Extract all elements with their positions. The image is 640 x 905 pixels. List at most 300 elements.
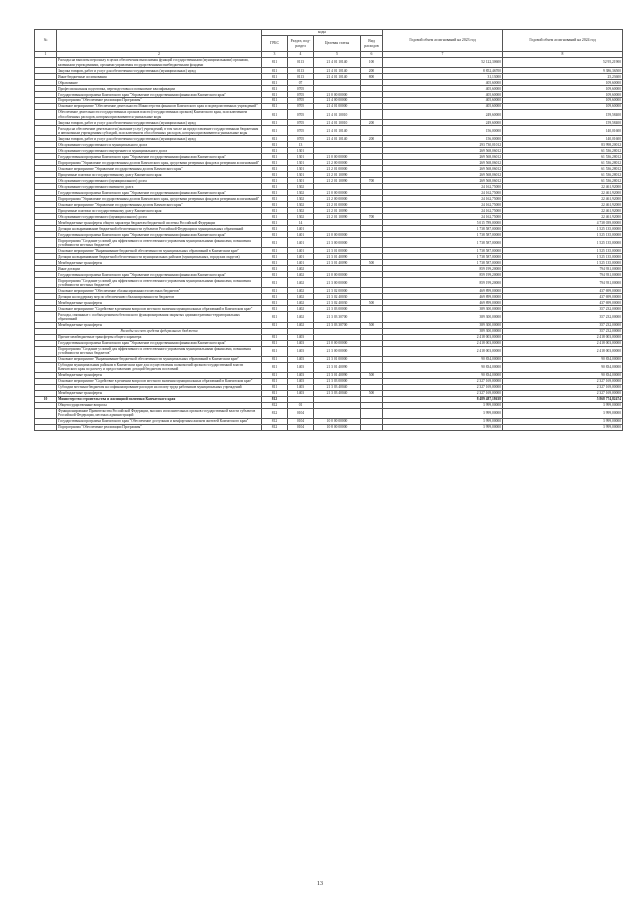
cell-cs: 21 2 01 10090	[314, 208, 361, 214]
cell-name: Обслуживание государственного и муниципального долга	[57, 142, 262, 148]
header-2023: Годовой объем ассигнований на 2023 год	[383, 30, 503, 52]
cell-g: 811	[262, 254, 288, 260]
cell-name: Межбюджетные трансферты	[57, 322, 262, 328]
cell-a: 405,60000	[383, 104, 503, 110]
cell-b: 1 525 135,00000	[503, 238, 623, 248]
cell-a: 1 738 587,00000	[383, 254, 503, 260]
cell-g: 811	[262, 80, 288, 86]
cell-a: 52 122,30600	[383, 57, 503, 67]
cell-a: 24 162,75000	[383, 190, 503, 196]
cell-name: Дотации на поддержку мер по обеспечению сбалансированности бюджетов	[57, 294, 262, 300]
table-row	[35, 110, 623, 120]
cell-cs: 21 2 01 00000	[314, 166, 361, 172]
cell-a: 2 418 003,00000	[383, 340, 503, 346]
cell-n	[35, 362, 57, 372]
cell-r: 1402	[288, 322, 314, 328]
cell-a: 3 999,00000	[383, 408, 503, 418]
cell-r: 0705	[288, 86, 314, 92]
cell-b: 1 525 135,00000	[503, 232, 623, 238]
cell-a: 269 568,06012	[383, 172, 503, 178]
cell-cs: 21 2 01 10090	[314, 178, 361, 184]
cell-g: 811	[262, 340, 288, 346]
table-row	[35, 312, 623, 322]
cell-name: Процентные платежи по государственному долгу Камчатского края	[57, 172, 262, 178]
cell-r: 1301	[288, 178, 314, 184]
header-2024: Годовой объем ассигнований на 2024 год	[503, 30, 623, 52]
cell-g: 812	[262, 396, 288, 402]
table-row	[35, 126, 623, 136]
cell-g: 811	[262, 226, 288, 232]
cell-r: 0705	[288, 120, 314, 126]
cell-name: Подпрограмма "Управление государственным долгом Камчатского края, средствами резервных фондов и резервами ассигнований"	[57, 196, 262, 202]
cell-a: 469 899,00000	[383, 288, 503, 294]
cell-b: 357 232,00000	[503, 328, 623, 334]
cell-g: 811	[262, 278, 288, 288]
cell-cs: 21 3 01 00000	[314, 356, 361, 362]
cell-r: 0705	[288, 136, 314, 142]
cell-v: 200	[361, 136, 383, 142]
col-index: 6	[361, 52, 383, 58]
cell-a: 269 568,06012	[383, 160, 503, 166]
cell-a: 90 834,00000	[383, 362, 503, 372]
cell-cs: 21 3 03 00000	[314, 378, 361, 384]
cell-r: 1402	[288, 288, 314, 294]
cell-b: 3 999,00000	[503, 424, 623, 430]
header-codes: коды	[262, 30, 383, 36]
cell-a: 249,60000	[383, 110, 503, 120]
cell-r: 1403	[288, 356, 314, 362]
cell-name: Расходы за счет средств федерального бюджета	[57, 328, 262, 334]
cell-n	[35, 278, 57, 288]
cell-name: Государственная программа Камчатского края "Управление государственными финансами Камчатского края"	[57, 340, 262, 346]
cell-b: 1 525 135,00000	[503, 226, 623, 232]
cell-a: 269 568,06012	[383, 154, 503, 160]
cell-b: 25,23600	[503, 74, 623, 80]
cell-a: 389 300,00000	[383, 312, 503, 322]
cell-a: 3 999,00000	[383, 418, 503, 424]
cell-v	[361, 312, 383, 322]
cell-g: 811	[262, 214, 288, 220]
cell-n	[35, 126, 57, 136]
cell-name: Основное мероприятие "Содействие в решении вопросов местного значения муниципальных образований в Камчатском крае"	[57, 306, 262, 312]
table-row	[35, 278, 623, 288]
cell-b: 90 834,00000	[503, 356, 623, 362]
cell-r: 1302	[288, 202, 314, 208]
cell-b: 140,01600	[503, 136, 623, 142]
cell-cs: 21 3 03 30700	[314, 312, 361, 322]
col-index: 3	[262, 52, 288, 58]
cell-v	[361, 346, 383, 356]
cell-g: 811	[262, 160, 288, 166]
cell-a: 293 730,01012	[383, 142, 503, 148]
col-index: 7	[383, 52, 503, 58]
cell-r: 01	[288, 402, 314, 408]
cell-g: 811	[262, 196, 288, 202]
cell-v: 200	[361, 120, 383, 126]
table-body	[35, 57, 623, 430]
table-row	[35, 408, 623, 418]
cell-a: 269 568,06012	[383, 178, 503, 184]
cell-name: Государственная программа Камчатского края "Обеспечение доступным и комфортным жильем жителей Камчатского края"	[57, 418, 262, 424]
cell-v: 500	[361, 372, 383, 378]
cell-g: 811	[262, 148, 288, 154]
cell-n	[35, 238, 57, 248]
cell-r: 1301	[288, 154, 314, 160]
cell-name: Закупка товаров, работ и услуг для обеспечения государственных (муниципальных) нужд	[57, 68, 262, 74]
page-number: 13	[317, 881, 323, 887]
cell-n	[35, 346, 57, 356]
cell-a: 469 899,00000	[383, 294, 503, 300]
cell-a: 24 162,75000	[383, 208, 503, 214]
cell-g: 811	[262, 104, 288, 110]
cell-r: 1403	[288, 340, 314, 346]
cell-v	[361, 424, 383, 430]
cell-cs: 21 0 00 00000	[314, 232, 361, 238]
cell-name: Подпрограмма "Обеспечение реализации Программы"	[57, 424, 262, 430]
table-row	[35, 238, 623, 248]
table-row	[35, 346, 623, 356]
cell-r: 1403	[288, 384, 314, 390]
cell-cs: 21 4 01 10010	[314, 110, 361, 120]
cell-r: 0705	[288, 110, 314, 120]
cell-a: 24 162,75000	[383, 214, 503, 220]
cell-b: 1 525 135,00000	[503, 254, 623, 260]
cell-r: 1302	[288, 190, 314, 196]
cell-cs: 21 3 03 40040	[314, 384, 361, 390]
cell-b: 3 999,00000	[503, 418, 623, 424]
cell-name: Закупка товаров, работ и услуг для обеспечения государственных (муниципальных) нужд	[57, 120, 262, 126]
cell-a: 405,60000	[383, 92, 503, 98]
header-razdel: Раздел, под-раздел	[288, 36, 314, 52]
cell-b: 109,60000	[503, 104, 623, 110]
cell-r: 1403	[288, 372, 314, 378]
cell-r: 1302	[288, 196, 314, 202]
cell-g: 811	[262, 202, 288, 208]
cell-r: 13	[288, 142, 314, 148]
header-expense-type: Вид расходов	[361, 36, 383, 52]
cell-b: 2 327 169,00000	[503, 378, 623, 384]
cell-b: 3 999,00000	[503, 402, 623, 408]
cell-cs: 21 4 01 10140	[314, 74, 361, 80]
cell-g: 811	[262, 110, 288, 120]
cell-cs: 21 3 02 40030	[314, 294, 361, 300]
col-index: 2	[57, 52, 262, 58]
cell-r: 1403	[288, 378, 314, 384]
cell-b: 2 327 169,00000	[503, 390, 623, 396]
cell-cs: 21 2 00 00000	[314, 196, 361, 202]
cell-name: Межбюджетные трансферты	[57, 390, 262, 396]
cell-name: Прочие межбюджетные трансферты общего характера	[57, 334, 262, 340]
cell-g: 811	[262, 68, 288, 74]
cell-g: 811	[262, 232, 288, 238]
cell-cs: 21 3 01 40090	[314, 372, 361, 378]
cell-g: 812	[262, 418, 288, 424]
cell-cs: 21 2 00 00000	[314, 160, 361, 166]
cell-a: 1 738 587,00000	[383, 226, 503, 232]
cell-a: 389 300,00000	[383, 322, 503, 328]
cell-b: 1 525 135,00000	[503, 248, 623, 254]
cell-a: 8 489 487,18638	[383, 396, 503, 402]
cell-cs: 21 0 00 00000	[314, 340, 361, 346]
cell-g: 811	[262, 266, 288, 272]
cell-b: 61 536,28012	[503, 154, 623, 160]
cell-b: 9 386,36500	[503, 68, 623, 74]
cell-a: 859 199,20000	[383, 278, 503, 288]
cell-cs: 21 2 01 00000	[314, 202, 361, 208]
cell-g: 811	[262, 300, 288, 306]
cell-b: 83 998,20012	[503, 142, 623, 148]
cell-g: 811	[262, 288, 288, 294]
cell-b: 109,60000	[503, 98, 623, 104]
cell-r: 1401	[288, 260, 314, 266]
cell-a: 24 162,75000	[383, 196, 503, 202]
cell-name: Межбюджетные трансферты общего характера бюджетам бюджетной системы Российской Федерации	[57, 220, 262, 226]
cell-a: 1 738 587,00000	[383, 232, 503, 238]
cell-g: 811	[262, 178, 288, 184]
cell-g: 811	[262, 272, 288, 278]
cell-r: 1402	[288, 306, 314, 312]
cell-r: 0705	[288, 98, 314, 104]
cell-r: 1301	[288, 160, 314, 166]
table-row	[35, 362, 623, 372]
cell-b: 357 232,00000	[503, 306, 623, 312]
cell-name: Образование	[57, 80, 262, 86]
cell-v: 500	[361, 300, 383, 306]
cell-g: 811	[262, 98, 288, 104]
cell-name: Межбюджетные трансферты	[57, 372, 262, 378]
cell-g: 811	[262, 220, 288, 226]
cell-n	[35, 312, 57, 322]
cell-g: 811	[262, 306, 288, 312]
cell-r: 1402	[288, 272, 314, 278]
cell-r: 1301	[288, 172, 314, 178]
cell-g: 811	[262, 86, 288, 92]
cell-cs: 21 3 00 00000	[314, 238, 361, 248]
cell-g: 811	[262, 334, 288, 340]
header-number: №	[35, 30, 57, 52]
cell-b: 2 418 003,00000	[503, 334, 623, 340]
cell-a: 2 327 169,00000	[383, 378, 503, 384]
cell-r: 1403	[288, 334, 314, 340]
budget-table	[34, 29, 623, 431]
cell-g: 811	[262, 208, 288, 214]
cell-cs: 21 3 03 00000	[314, 306, 361, 312]
cell-a: 859 199,20000	[383, 272, 503, 278]
cell-r: 1402	[288, 312, 314, 322]
cell-cs: 21 0 00 00000	[314, 272, 361, 278]
cell-b: 52 95,21900	[503, 57, 623, 67]
cell-a: 469 899,00000	[383, 300, 503, 306]
cell-r: 1302	[288, 214, 314, 220]
cell-g: 811	[262, 294, 288, 300]
cell-a: 859 199,20000	[383, 266, 503, 272]
cell-name: Обслуживание государственного внешнего долга	[57, 184, 262, 190]
cell-a: 389 300,00000	[383, 306, 503, 312]
cell-r: 1403	[288, 346, 314, 356]
cell-name: Государственная программа Камчатского края "Управление государственными финансами Камчатского края"	[57, 92, 262, 98]
cell-g: 811	[262, 166, 288, 172]
cell-cs: 21 3 01 00000	[314, 248, 361, 254]
cell-a: 1 738 587,00000	[383, 238, 503, 248]
cell-b: 61 536,28012	[503, 172, 623, 178]
cell-name: Государственная программа Камчатского края "Управление государственными финансами Камчатского края"	[57, 190, 262, 196]
cell-a: 156,00000	[383, 136, 503, 142]
cell-name: Обслуживание государственного внутреннего и муниципального долга	[57, 148, 262, 154]
cell-cs: 21 3 03 30700	[314, 322, 361, 328]
cell-name: Подпрограмма "Создание условий для эффективного и ответственного управления муниципальными финансами, повышения устойчивости местных бюджетов"	[57, 278, 262, 288]
cell-r: 1302	[288, 184, 314, 190]
cell-g: 811	[262, 260, 288, 266]
cell-name: Основное мероприятие "Обеспечение деятельности Министерства финансов Камчатского края и подведомственных учреждений"	[57, 104, 262, 110]
cell-a: 3 999,00000	[383, 424, 503, 430]
cell-b: 794 931,00000	[503, 272, 623, 278]
cell-name: Межбюджетные трансферты	[57, 260, 262, 266]
cell-name: Обеспечение деятельности государственных органов власти (государственных органов) Камчатского края, за исключением обособленных расходов, которым присваиваются уникальные коды	[57, 110, 262, 120]
cell-name: Иные дотации	[57, 266, 262, 272]
cell-cs: 21 4 01 10140	[314, 126, 361, 136]
cell-r: 1401	[288, 226, 314, 232]
cell-r: 0705	[288, 126, 314, 136]
cell-cs: 21 0 00 00000	[314, 154, 361, 160]
cell-g: 811	[262, 378, 288, 384]
cell-b: 22 461,92000	[503, 184, 623, 190]
cell-g: 811	[262, 390, 288, 396]
cell-cs	[314, 408, 361, 418]
cell-g: 811	[262, 142, 288, 148]
cell-cs: 21 0 00 00000	[314, 190, 361, 196]
cell-n	[35, 110, 57, 120]
cell-cs: 21 4 01 10140	[314, 68, 361, 74]
cell-name: Субсидии местным бюджетам на софинансирование расходов на оплату труда работников муниципальных учреждений	[57, 384, 262, 390]
cell-name: Субсидии муниципальным районам в Камчатском крае для осуществления полномочий органов государственной власти Камчатского края по расчету и предоставлению дотаций бюджетам поселений	[57, 362, 262, 372]
cell-g: 811	[262, 362, 288, 372]
cell-a: 249,60000	[383, 120, 503, 126]
cell-g: 811	[262, 136, 288, 142]
cell-g: 811	[262, 126, 288, 136]
cell-a: 90 834,00000	[383, 372, 503, 378]
cell-r: 1402	[288, 278, 314, 288]
col-index: 1	[35, 52, 57, 58]
cell-v	[361, 238, 383, 248]
cell-r: 0705	[288, 92, 314, 98]
cell-a: 269 568,06012	[383, 148, 503, 154]
cell-r: 1402	[288, 300, 314, 306]
col-index: 5	[314, 52, 361, 58]
cell-g: 811	[262, 172, 288, 178]
cell-v: 500	[361, 390, 383, 396]
cell-g: 812	[262, 408, 288, 418]
cell-cs: 21 3 02 00000	[314, 288, 361, 294]
cell-cs: 21 4 01 10140	[314, 136, 361, 142]
cell-r: 0113	[288, 57, 314, 67]
header-name	[57, 30, 262, 52]
cell-r: 1401	[288, 248, 314, 254]
cell-cs: 10 8 00 00000	[314, 424, 361, 430]
cell-b: 159,58400	[503, 120, 623, 126]
cell-cs: 21 3 03 40040	[314, 390, 361, 396]
cell-g: 811	[262, 184, 288, 190]
cell-a: 405,60000	[383, 80, 503, 86]
cell-n: 10	[35, 396, 57, 402]
cell-name: Министерство строительства и жилищной политики Камчатского края	[57, 396, 262, 402]
cell-b: 109,60000	[503, 80, 623, 86]
cell-cs: 21 3 00 00000	[314, 346, 361, 356]
cell-a: 5 015 789,00000	[383, 220, 503, 226]
cell-r: 1401	[288, 238, 314, 248]
cell-name: Государственная программа Камчатского края "Управление государственными финансами Камчатского края"	[57, 272, 262, 278]
cell-a: 2 327 169,00000	[383, 384, 503, 390]
cell-a: 405,60000	[383, 86, 503, 92]
cell-b: 90 834,00000	[503, 372, 623, 378]
cell-b: 159,58400	[503, 110, 623, 120]
cell-cs: 21 3 01 40090	[314, 362, 361, 372]
cell-v	[361, 278, 383, 288]
cell-r: 1401	[288, 232, 314, 238]
cell-v	[361, 408, 383, 418]
cell-v	[361, 110, 383, 120]
cell-name: Основное мероприятие "Выравнивание бюджетной обеспеченности муниципальных образований в Камчатском крае"	[57, 248, 262, 254]
cell-r: 0113	[288, 74, 314, 80]
cell-v: 100	[361, 57, 383, 67]
cell-name: Дотации на выравнивание бюджетной обеспеченности муниципальных районов (муниципальных, городских округов)	[57, 254, 262, 260]
cell-v: 500	[361, 260, 383, 266]
cell-b: 22 461,92000	[503, 208, 623, 214]
cell-r: 0104	[288, 408, 314, 418]
cell-b: 90 834,00000	[503, 362, 623, 372]
cell-cs: 21 3 02 40030	[314, 300, 361, 306]
cell-a: 269 568,06012	[383, 166, 503, 172]
table-row	[35, 57, 623, 67]
cell-r: 1302	[288, 208, 314, 214]
cell-name: Расходы, связанные с особым режимом безопасного функционирования закрытых административно-территориальных образований	[57, 312, 262, 322]
cell-n	[35, 424, 57, 430]
col-index: 4	[288, 52, 314, 58]
cell-a: 31,13000	[383, 74, 503, 80]
header-target: Целевая статья	[314, 36, 361, 52]
cell-name: Обслуживание государственного (муниципального) долга	[57, 214, 262, 220]
cell-r: 1301	[288, 166, 314, 172]
cell-name: Основное мероприятие "Управление государственным долгом Камчатского края"	[57, 202, 262, 208]
cell-r: 14	[288, 220, 314, 226]
cell-a: 8 852,46700	[383, 68, 503, 74]
cell-b: 61 536,28012	[503, 166, 623, 172]
cell-b: 22 461,92000	[503, 196, 623, 202]
cell-name: Обслуживание государственного (муниципального) долга	[57, 178, 262, 184]
cell-name: Подпрограмма "Создание условий для эффективного и ответственного управления муниципальными финансами, повышения устойчивости местных бюджетов"	[57, 238, 262, 248]
cell-b: 357 232,00000	[503, 312, 623, 322]
cell-b: 437 699,00000	[503, 294, 623, 300]
cell-g: 811	[262, 190, 288, 196]
cell-a: 90 834,00000	[383, 356, 503, 362]
cell-v: 200	[361, 68, 383, 74]
cell-n	[35, 57, 57, 67]
cell-v: 700	[361, 214, 383, 220]
header-grbs: ГРБС	[262, 36, 288, 52]
cell-name: Профессиональная подготовка, переподготовка и повышение квалификации	[57, 86, 262, 92]
cell-name: Основное мероприятие "Содействие в решении вопросов местного значения муниципальных образований в Камчатском крае"	[57, 378, 262, 384]
cell-a: 156,00000	[383, 126, 503, 136]
cell-b: 794 931,00000	[503, 266, 623, 272]
cell-a: 24 162,75000	[383, 202, 503, 208]
cell-r: 1402	[288, 266, 314, 272]
cell-name: Иные бюджетные ассигнования	[57, 74, 262, 80]
cell-b: 3 999,00000	[503, 408, 623, 418]
cell-a: 405,60000	[383, 98, 503, 104]
cell-b: 22 461,92000	[503, 214, 623, 220]
cell-name: Государственная программа Камчатского края "Управление государственными финансами Камчатского края"	[57, 154, 262, 160]
cell-a: 389 300,00000	[383, 328, 503, 334]
col-index: 8	[503, 52, 623, 58]
